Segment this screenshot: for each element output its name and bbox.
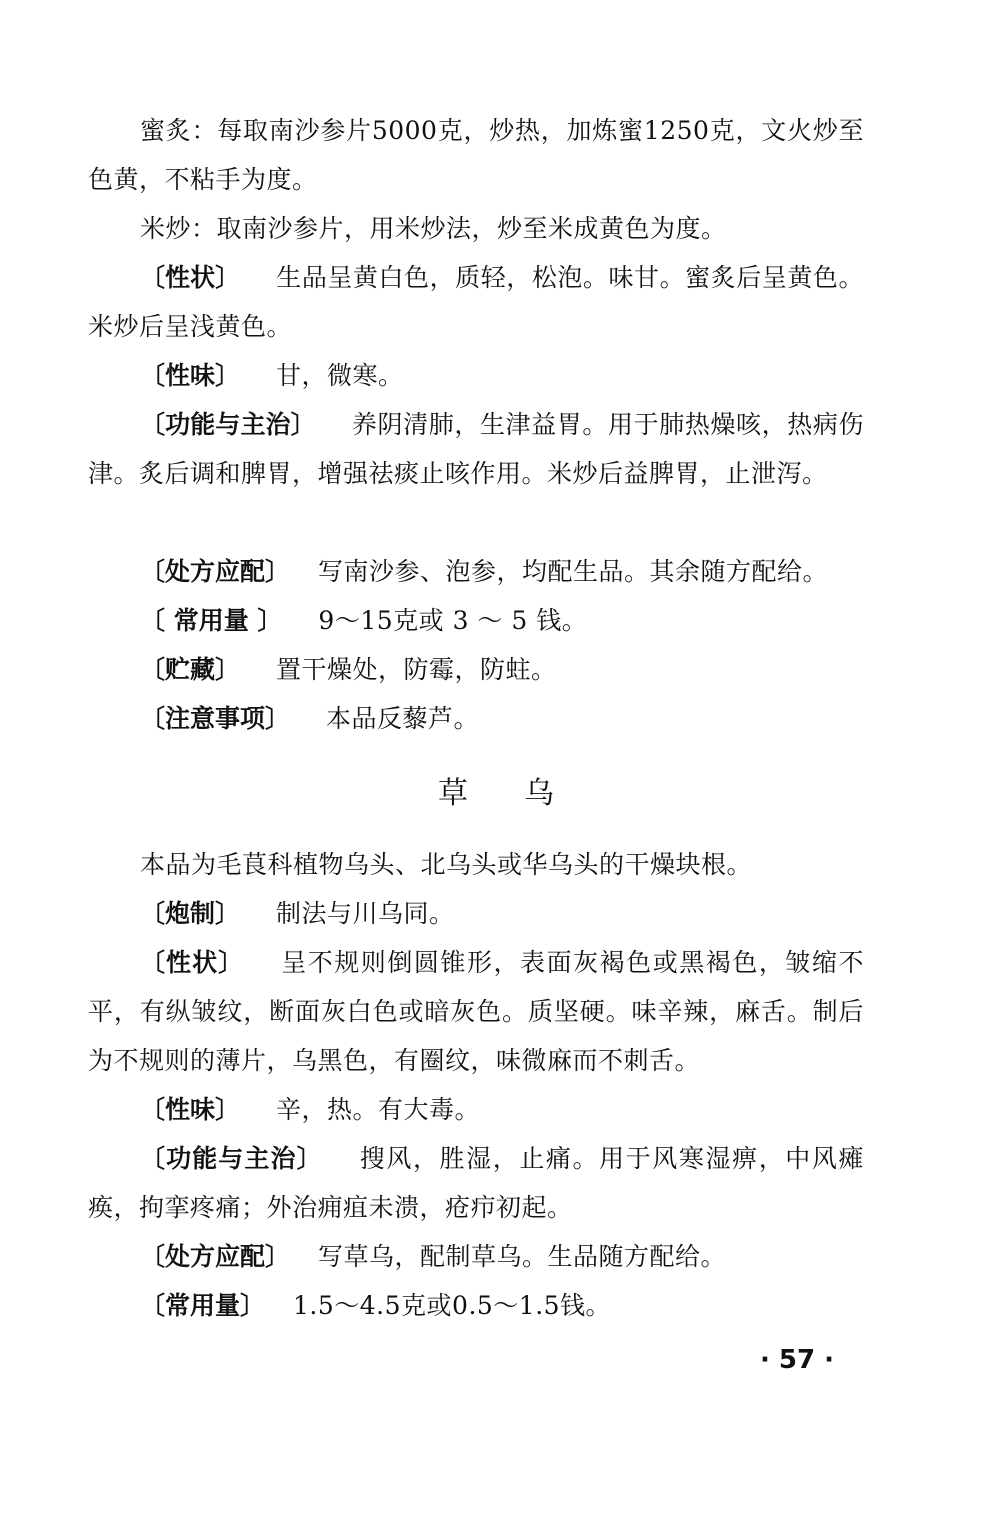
text-gongneng-2: 搜风，胜湿，止痛。用于风寒湿痹，中风瘫痪，拘挛疼痛；外治痈疽未溃，疮疖初起。 [88, 1144, 864, 1222]
label-gongneng: 〔功能与主治〕 [140, 410, 316, 439]
paragraph-xingwei-2 [88, 1085, 864, 1134]
text-gongneng: 养阴清肺，生津益胃。用于肺热燥咳，热病伤津。炙后调和脾胃，增强祛痰止咳作用。米炒后益脾胃，止泄泻。 [88, 410, 864, 488]
paragraph-intro [88, 840, 864, 889]
paragraph-yongliang [88, 596, 864, 645]
text-xingwei-2: 辛，热。有大毒。 [276, 1095, 481, 1124]
text-yongliang-2: 1.5～4.5克或0.5～1.5钱。 [293, 1291, 612, 1320]
paragraph-xingzhuang-2 [88, 938, 864, 1085]
paragraph-michao [88, 204, 864, 253]
label-xingzhuang-2: 〔性状〕 [140, 948, 245, 977]
paragraph-zhucang [88, 645, 864, 694]
label-zhucang: 〔贮藏〕 [140, 655, 241, 684]
text-zhuyi: 本品反藜芦。 [326, 704, 480, 733]
text-yongliang: 9～15克或 3 ～ 5 钱。 [318, 606, 588, 635]
text-chufang-2: 写草乌，配制草乌。生品随方配给。 [318, 1242, 727, 1271]
paragraph-paozhi [88, 889, 864, 938]
michao-text: 米炒：取南沙参片，用米炒法，炒至米成黄色为度。 [140, 214, 727, 243]
mizhi-text: 蜜炙：每取南沙参片5000克，炒热，加炼蜜1250克，文火炒至色黄，不粘手为度。 [88, 116, 864, 194]
text-xingzhuang: 生品呈黄白色，质轻，松泡。味甘。蜜炙后呈黄色。米炒后呈浅黄色。 [88, 263, 864, 341]
paragraph-mizhi [88, 106, 864, 204]
label-chufang-2: 〔处方应配〕 [140, 1242, 291, 1271]
section-title-caowu: 草乌 [438, 776, 610, 811]
paragraph-xingzhuang [88, 253, 864, 351]
text-xingwei: 甘，微寒。 [276, 361, 404, 390]
page-number: · 57 · [760, 1345, 835, 1375]
label-yongliang: 〔 常用量 〕 [140, 606, 283, 635]
paragraph-gongneng [88, 400, 864, 498]
paragraph-yongliang-2 [88, 1281, 864, 1330]
text-zhucang: 置干燥处，防霉，防蛀。 [276, 655, 557, 684]
paragraph-xingwei [88, 351, 864, 400]
paragraph-chufang-2 [88, 1232, 864, 1281]
intro-text: 本品为毛茛科植物乌头、北乌头或华乌头的干燥块根。 [140, 850, 753, 879]
text-chufang: 写南沙参、泡参，均配生品。其余随方配给。 [318, 557, 829, 586]
label-gongneng-2: 〔功能与主治〕 [140, 1144, 323, 1173]
label-xingzhuang: 〔性状〕 [140, 263, 241, 292]
label-chufang: 〔处方应配〕 [140, 557, 291, 586]
label-yongliang-2: 〔常用量〕 [140, 1291, 266, 1320]
text-xingzhuang-2: 呈不规则倒圆锥形，表面灰褐色或黑褐色，皱缩不平，有纵皱纹，断面灰白色或暗灰色。质坚硬。味辛辣，麻舌。制后为不规则的薄片，乌黑色，有圈纹，味微麻而不刺舌。 [88, 948, 864, 1075]
label-xingwei: 〔性味〕 [140, 361, 241, 390]
paragraph-zhuyi [88, 694, 864, 743]
label-zhuyi: 〔注意事项〕 [140, 704, 291, 733]
paragraph-gongneng-2 [88, 1134, 864, 1232]
label-paozhi: 〔炮制〕 [140, 899, 241, 928]
paragraph-chufang [88, 547, 864, 596]
label-xingwei-2: 〔性味〕 [140, 1095, 241, 1124]
text-paozhi: 制法与川乌同。 [276, 899, 455, 928]
